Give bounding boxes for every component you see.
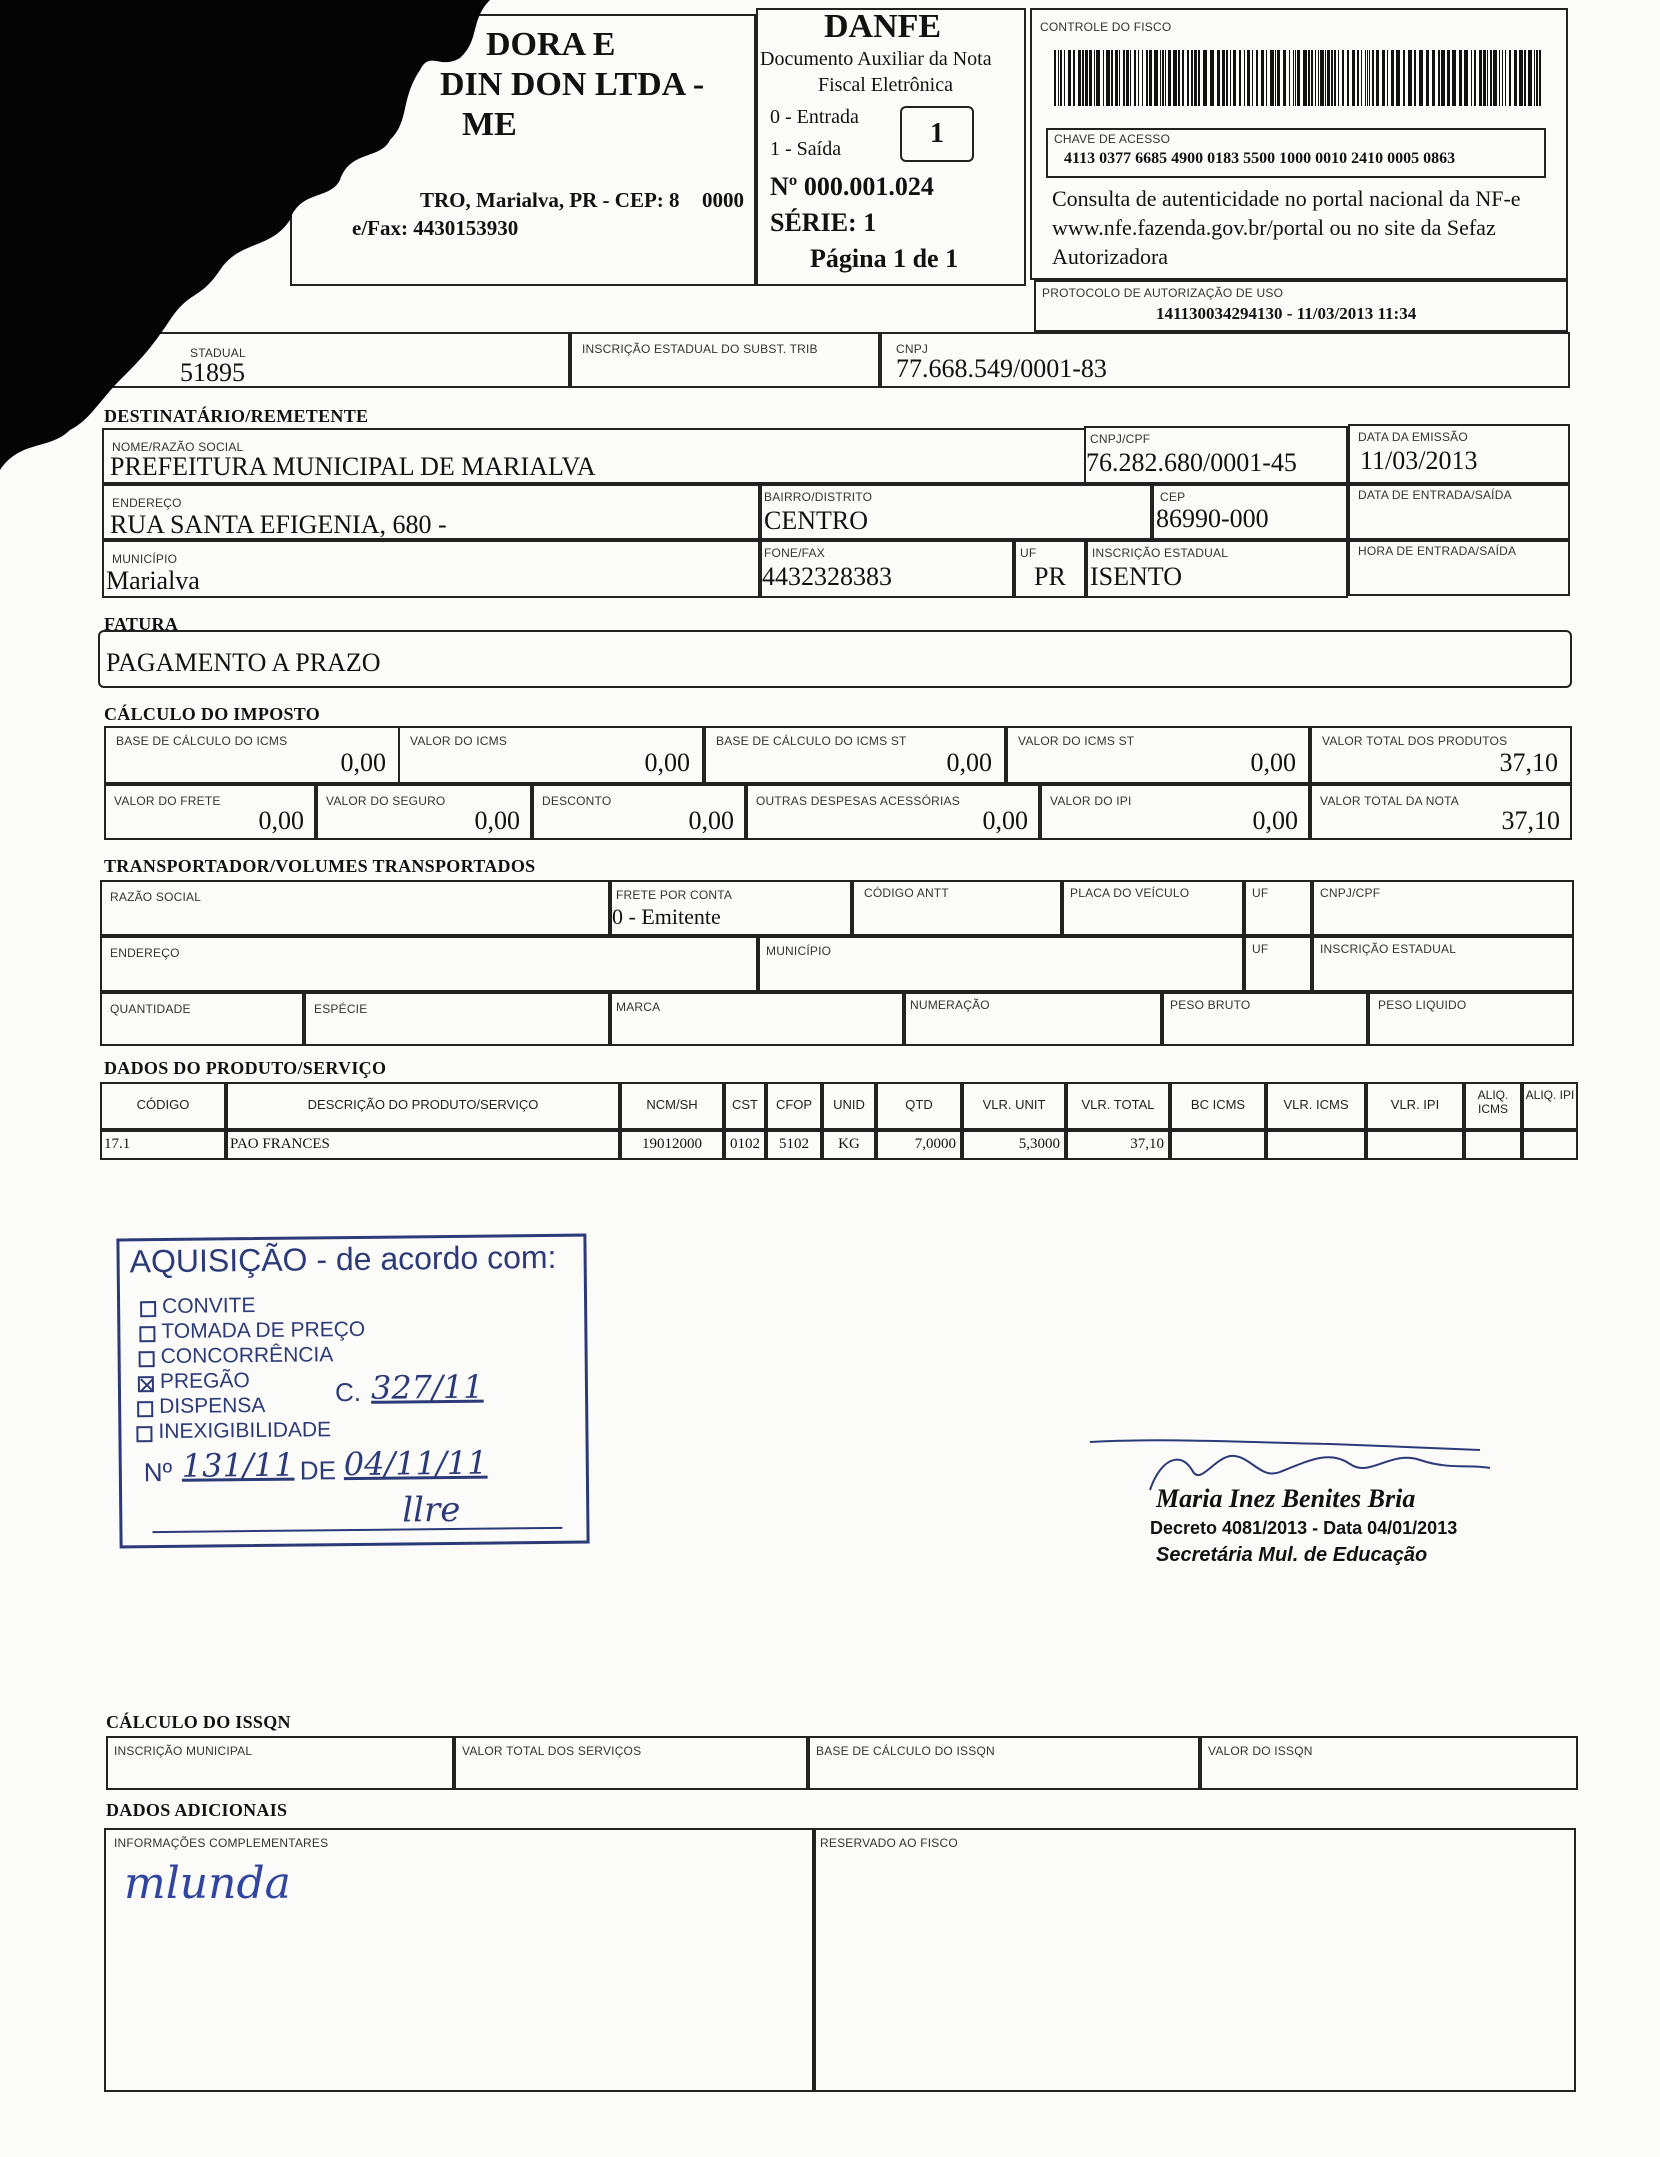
barcode-bar [1138,50,1139,106]
barcode-bar [1338,50,1339,106]
danfe-serie: SÉRIE: 1 [770,208,877,237]
barcode-bar [1391,50,1394,106]
produtos-cell [1266,1130,1366,1160]
emitente-cnpj-value: 77.668.549/0001-83 [896,354,1107,383]
imposto-value: 0,00 [340,748,386,777]
reservado-fisco-label: RESERVADO AO FISCO [820,1836,958,1850]
barcode-bar [1367,50,1368,106]
imposto-section: CÁLCULO DO IMPOSTO [104,704,321,724]
transp-placa-label: PLACA DO VEÍCULO [1070,886,1190,900]
barcode-bar [1283,50,1286,106]
imposto-value: 0,00 [946,748,992,777]
barcode-bar [1347,50,1349,106]
stamp-c-label: C. [334,1376,362,1408]
barcode-bar [1320,50,1324,106]
barcode-bar [1094,50,1095,106]
destinatario-uf: PR [1034,562,1066,591]
stamp-option-label: TOMADA DE PREÇO [161,1317,366,1344]
produtos-cell-text: 5102 [779,1136,809,1152]
barcode-bar [1154,50,1158,106]
imposto-value: 0,00 [982,806,1028,835]
stamp-no-label: Nº [143,1456,173,1488]
barcode-bar [1452,50,1456,106]
barcode-bar [1490,50,1492,106]
controle-fisco-label: CONTROLE DO FISCO [1040,20,1172,34]
imposto-label: BASE DE CÁLCULO DO ICMS ST [716,734,907,748]
barcode-bar [1233,50,1236,106]
produtos-cell-text: 5,3000 [1018,1136,1060,1152]
barcode-bar [1382,50,1385,106]
transp-razao-box [100,880,610,936]
barcode-bar [1369,50,1370,106]
barcode-bar [1295,50,1296,106]
barcode-bar [1115,50,1118,106]
destinatario-fone-label: FONE/FAX [764,546,825,560]
barcode-bar [1160,50,1161,106]
emitente-cep-tail: 0000 [702,188,744,212]
barcode-bar [1315,50,1316,106]
emitente-phone: e/Fax: 4430153930 [352,216,519,240]
stamp-de-label: DE [299,1455,337,1486]
barcode-bar [1082,50,1084,106]
barcode-bar [1414,50,1416,106]
transp-especie-box [304,992,610,1046]
produtos-header-text: NCM/SH [646,1097,698,1112]
barcode-bar [1194,50,1197,106]
produtos-header-text: VLR. UNIT [982,1097,1046,1112]
barcode-bar [1244,50,1245,106]
danfe-tipo: 1 [930,118,944,149]
stamp-checkbox [137,1401,153,1417]
destinatario-section: DESTINATÁRIO/REMETENTE [104,406,369,426]
destinatario-endereco-label: ENDEREÇO [112,496,182,510]
barcode-bar [1217,50,1220,106]
imposto-value: 0,00 [644,748,690,777]
produtos-cell [1522,1130,1578,1160]
barcode [1054,50,1544,106]
barcode-bar [1334,50,1336,106]
barcode-bar [1342,50,1344,106]
barcode-bar [1252,50,1253,106]
stamp-checkbox [140,1301,156,1317]
barcode-bar [1303,50,1307,106]
stamp-option-label: INEXIGIBILIDADE [158,1418,332,1444]
danfe-subtitle1: Documento Auxiliar da Nota [760,48,992,70]
barcode-bar [1483,50,1486,106]
barcode-bar [1266,50,1267,106]
emitente-name-line1: DORA E [486,26,616,63]
imposto-value: 37,10 [1499,748,1558,777]
barcode-bar [1297,50,1300,106]
barcode-bar [1376,50,1379,106]
barcode-bar [1165,50,1166,106]
transp-marca-label: MARCA [616,1000,661,1014]
signature-decreto: Decreto 4081/2013 - Data 04/01/2013 [1150,1518,1458,1538]
barcode-bar [1311,50,1313,106]
imposto-label: VALOR TOTAL DOS PRODUTOS [1322,734,1508,748]
reservado-fisco-box [814,1828,1576,2092]
imposto-label: BASE DE CÁLCULO DO ICMS [116,734,288,748]
barcode-bar [1078,50,1081,106]
barcode-bar [1479,50,1482,106]
barcode-bar [1270,50,1274,106]
imposto-value: 0,00 [474,806,520,835]
barcode-bar [1060,50,1062,106]
barcode-bar [1142,50,1143,106]
barcode-bar [1247,50,1250,106]
barcode-bar [1068,50,1071,106]
barcode-bar [1168,50,1171,106]
produtos-header-text: VLR. TOTAL [1081,1097,1155,1112]
barcode-bar [1146,50,1148,106]
barcode-bar [1325,50,1326,106]
emitente-ie-value: 51895 [180,358,245,387]
barcode-bar [1162,50,1164,106]
barcode-bar [1447,50,1450,106]
produtos-header-text: VLR. IPI [1390,1097,1440,1112]
destinatario-municipio: Marialva [106,566,200,595]
barcode-bar [1308,50,1310,106]
stamp-checkbox [139,1351,155,1367]
barcode-bar [1372,50,1374,106]
barcode-bar [1505,50,1506,106]
imposto-value: 0,00 [688,806,734,835]
barcode-bar [1073,50,1075,106]
adicionais-section: DADOS ADICIONAIS [106,1800,288,1820]
destinatario-emissao-label: DATA DA EMISSÃO [1358,430,1468,444]
imposto-value: 0,00 [1250,748,1296,777]
barcode-bar [1357,50,1359,106]
barcode-bar [1536,50,1538,106]
produtos-header-text: QTD [905,1097,933,1112]
destinatario-cnpj-label: CNPJ/CPF [1090,432,1151,446]
produtos-cell-text: 17.1 [104,1136,131,1152]
destinatario-nome: PREFEITURA MUNICIPAL DE MARIALVA [110,452,596,481]
fatura-section: FATURA [104,614,179,634]
chave-value: 4113 0377 6685 4900 0183 5500 1000 0010 2410 0005 0863 [1064,150,1456,167]
destinatario-cnpj: 76.282.680/0001-45 [1086,448,1297,477]
barcode-bar [1474,50,1476,106]
transp-peso-bruto-label: PESO BRUTO [1170,998,1251,1012]
destinatario-municipio-box [102,540,760,598]
emitente-ie-subst-box [570,332,880,388]
produtos-cell [1464,1130,1522,1160]
danfe-pagina: Página 1 de 1 [810,244,959,273]
barcode-bar [1459,50,1462,106]
barcode-bar [1119,50,1120,106]
produtos-header-text: BC ICMS [1190,1097,1246,1112]
barcode-bar [1173,50,1177,106]
transp-ie-label: INSCRIÇÃO ESTADUAL [1320,942,1457,956]
barcode-bar [1256,50,1258,106]
produtos-cell-text: 19012000 [642,1136,702,1152]
barcode-bar [1514,50,1517,106]
produtos-header-text: DESCRIÇÃO DO PRODUTO/SERVIÇO [307,1097,539,1112]
stamp-checkbox [136,1426,152,1442]
stamp-de-value: 04/11/11 [343,1443,488,1484]
barcode-bar [1502,50,1503,106]
barcode-bar [1149,50,1152,106]
barcode-bar [1134,50,1136,106]
barcode-bar [1126,50,1129,106]
info-complementares-label: INFORMAÇÕES COMPLEMENTARES [114,1836,329,1850]
barcode-bar [1058,50,1059,106]
barcode-bar [1419,50,1423,106]
destinatario-bairro-label: BAIRRO/DISTRITO [764,490,873,504]
produtos-cell-text: 37,10 [1130,1136,1164,1152]
imposto-value: 0,00 [258,806,304,835]
produtos-header-text: UNID [833,1097,865,1112]
produtos-header-text: ALIQ. ICMS [1477,1088,1509,1116]
destinatario-hora-label: HORA DE ENTRADA/SAÍDA [1358,544,1517,558]
transp-especie-label: ESPÉCIE [314,1002,368,1016]
acquisition-stamp [116,1234,589,1549]
stamp-c-value: 327/11 [370,1367,484,1407]
stamp-option-label: DISPENSA [159,1393,266,1419]
barcode-bar [1191,50,1193,106]
barcode-bar [1289,50,1290,106]
stamp-option-label: PREGÃO [159,1369,250,1394]
barcode-bar [1187,50,1189,106]
produtos-header-text: CST [732,1097,758,1112]
destinatario-entrada-saida-label: DATA DE ENTRADA/SAÍDA [1358,488,1512,502]
produtos-section: DADOS DO PRODUTO/SERVIÇO [104,1058,387,1078]
emitente-ie-label: STADUAL [190,346,246,360]
issqn-label: VALOR DO ISSQN [1208,1744,1313,1758]
barcode-bar [1534,50,1535,106]
consulta-text: Consulta de autenticidade no portal nacional da NF-e www.nfe.fazenda.gov.br/portal ou no site da Sefaz Autorizadora [1052,186,1521,269]
barcode-bar [1293,50,1294,106]
destinatario-fone: 4432328383 [762,562,892,591]
barcode-bar [1365,50,1366,106]
transp-razao-label: RAZÃO SOCIAL [110,890,202,904]
produtos-header-text: CÓDIGO [136,1097,190,1112]
imposto-label: VALOR DO ICMS [410,734,508,748]
destinatario-emissao: 11/03/2013 [1360,446,1478,475]
info-handwritten: mlunda [124,1858,291,1909]
destinatario-uf-label: UF [1020,546,1037,560]
transportador-section: TRANSPORTADOR/VOLUMES TRANSPORTADOS [104,856,536,876]
issqn-section: CÁLCULO DO ISSQN [106,1712,291,1732]
stamp-option-label: CONVITE [161,1294,256,1318]
imposto-label: DESCONTO [542,794,612,808]
barcode-bar [1089,50,1092,106]
barcode-bar [1239,50,1241,106]
barcode-bar [1524,50,1526,106]
transp-quantidade-box [100,992,304,1046]
produtos-header-text: ALIQ. IPI [1525,1088,1575,1102]
produtos-header-text: VLR. ICMS [1283,1097,1349,1112]
torn-corner [0,0,500,480]
stamp-checkbox [138,1376,154,1392]
emitente-address: TRO, Marialva, PR - CEP: 8 [420,188,680,212]
signature-name: Maria Inez Benites Bria [1156,1484,1416,1513]
imposto-label: VALOR DO FRETE [114,794,221,808]
signature-cargo: Secretária Mul. de Educação [1156,1544,1428,1566]
stamp-no-value: 131/11 [181,1445,295,1485]
transp-frete-label: FRETE POR CONTA [616,888,733,902]
produtos-cell-text: KG [838,1136,860,1152]
barcode-bar [1064,50,1065,106]
barcode-bar [1130,50,1131,106]
destinatario-cep-label: CEP [1160,490,1186,504]
danfe-saida: 1 - Saída [770,138,842,160]
imposto-label: OUTRAS DESPESAS ACESSÓRIAS [756,794,960,808]
barcode-bar [1054,50,1056,106]
barcode-bar [1318,50,1319,106]
stamp-checkbox [139,1326,155,1342]
fatura-value: PAGAMENTO A PRAZO [106,648,381,677]
destinatario-municipio-label: MUNICÍPIO [112,552,178,566]
destinatario-nome-label: NOME/RAZÃO SOCIAL [112,440,244,454]
barcode-bar [1361,50,1362,106]
barcode-bar [1331,50,1333,106]
transp-municipio-label: MUNICÍPIO [766,944,832,958]
issqn-label: VALOR TOTAL DOS SERVIÇOS [462,1744,642,1758]
destinatario-bairro: CENTRO [764,506,868,535]
barcode-bar [1499,50,1500,106]
barcode-bar [1487,50,1488,106]
barcode-bar [1222,50,1225,106]
barcode-bar [1519,50,1523,106]
imposto-value: 37,10 [1501,806,1560,835]
emitente-ie-subst-label: INSCRIÇÃO ESTADUAL DO SUBST. TRIB [582,342,818,356]
produtos-header-text: CFOP [775,1097,813,1112]
barcode-bar [1103,50,1104,106]
stamp-title: AQUISIÇÃO - de acordo com: [129,1238,557,1280]
stamp-initials: llre [402,1489,461,1531]
produtos-cell [1366,1130,1464,1160]
destinatario-endereco: RUA SANTA EFIGENIA, 680 - [110,510,447,539]
barcode-bar [1210,50,1214,106]
barcode-bar [1111,50,1113,106]
barcode-bar [1277,50,1280,106]
barcode-bar [1426,50,1429,106]
emitente-cnpj-label: CNPJ [896,342,929,356]
barcode-bar [1509,50,1511,106]
transp-numeracao-label: NUMERAÇÃO [910,998,990,1012]
destinatario-cep: 86990-000 [1156,504,1269,533]
barcode-bar [1178,50,1180,106]
barcode-bar [1441,50,1445,106]
barcode-bar [1408,50,1412,106]
barcode-bar [1096,50,1100,106]
protocolo-label: PROTOCOLO DE AUTORIZAÇÃO DE USO [1042,286,1284,300]
imposto-label: VALOR TOTAL DA NOTA [1320,794,1459,808]
barcode-bar [1471,50,1472,106]
barcode-bar [1203,50,1207,106]
imposto-value: 0,00 [1252,806,1298,835]
barcode-bar [1387,50,1388,106]
imposto-label: VALOR DO ICMS ST [1018,734,1135,748]
barcode-bar [1327,50,1330,106]
stamp-option-label: CONCORRÊNCIA [160,1343,334,1369]
barcode-bar [1539,50,1541,106]
issqn-label: INSCRIÇÃO MUNICIPAL [114,1744,253,1758]
barcode-bar [1403,50,1405,106]
issqn-label: BASE DE CÁLCULO DO ISSQN [816,1744,995,1758]
barcode-bar [1493,50,1497,106]
barcode-bar [1432,50,1435,106]
transp-endereco-box [100,936,758,992]
imposto-label: VALOR DO IPI [1050,794,1132,808]
barcode-bar [1085,50,1088,106]
destinatario-ie: ISENTO [1090,562,1182,591]
barcode-bar [1230,50,1231,106]
produtos-cell [1170,1130,1266,1160]
transp-cnpj-label: CNPJ/CPF [1320,886,1381,900]
emitente-name-line2: DIN DON LTDA - [440,66,705,103]
transp-endereco-label: ENDEREÇO [110,946,180,960]
danfe-subtitle2: Fiscal Eletrônica [818,74,953,96]
danfe-title: DANFE [824,8,942,45]
barcode-bar [1528,50,1532,106]
barcode-bar [1123,50,1125,106]
produtos-cell-text: 0102 [730,1136,760,1152]
protocolo-value: 141130034294130 - 11/03/2013 11:34 [1156,304,1417,323]
barcode-bar [1275,50,1276,106]
barcode-bar [1198,50,1200,106]
barcode-bar [1261,50,1264,106]
destinatario-ie-label: INSCRIÇÃO ESTADUAL [1092,546,1229,560]
barcode-bar [1226,50,1228,106]
imposto-label: VALOR DO SEGURO [326,794,446,808]
barcode-bar [1464,50,1468,106]
transp-antt-label: CÓDIGO ANTT [864,886,949,900]
transp-quantidade-label: QUANTIDADE [110,1002,191,1016]
chave-label: CHAVE DE ACESSO [1054,132,1171,146]
barcode-bar [1352,50,1355,106]
transp-frete: 0 - Emitente [612,904,721,929]
danfe-entrada: 0 - Entrada [770,106,859,128]
danfe-numero: Nº 000.001.024 [770,172,934,201]
barcode-bar [1438,50,1440,106]
barcode-bar [1396,50,1400,106]
emitente-name-line3: ME [462,106,517,143]
transp-uf2-label: UF [1252,942,1269,956]
produtos-cell-text: 7,0000 [914,1136,956,1152]
stamp-signature-line [152,1527,562,1533]
produtos-cell-text: PAO FRANCES [230,1136,330,1152]
transp-uf-label: UF [1252,886,1269,900]
barcode-bar [1106,50,1110,106]
transp-peso-liquido-label: PESO LIQUIDO [1378,998,1467,1012]
barcode-bar [1182,50,1184,106]
